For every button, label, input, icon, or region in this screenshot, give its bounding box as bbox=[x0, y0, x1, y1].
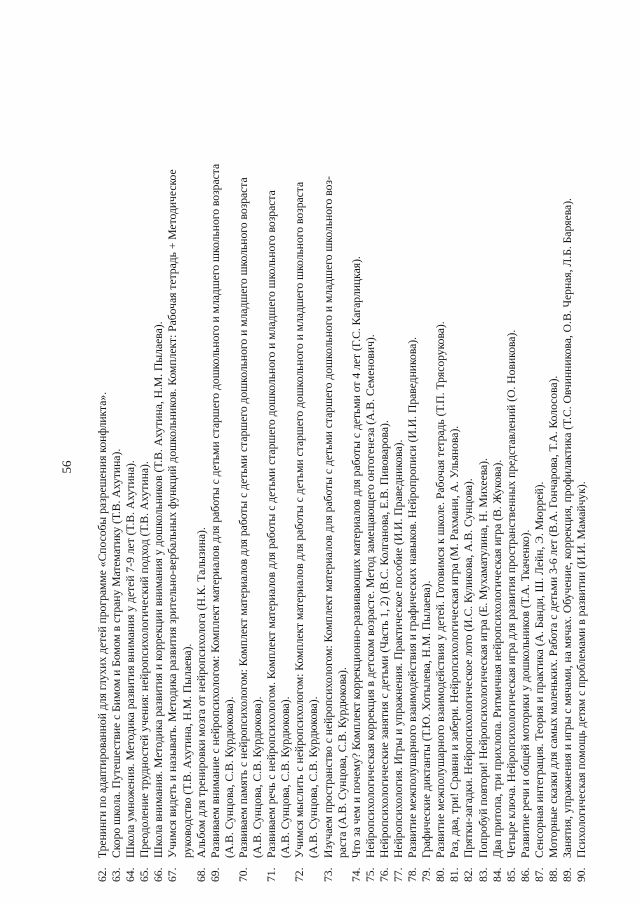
list-item-line: (А.В. Сунцова, С.В. Курдюкова). bbox=[222, 696, 236, 858]
list-item-text bbox=[392, 52, 406, 858]
list-item bbox=[561, 52, 575, 882]
list-item-line: Развитие речи и общей моторики у дошкольников (Т.А. Ткаченко). bbox=[518, 529, 532, 858]
list-item-text bbox=[406, 52, 420, 858]
list-item-number: 86. bbox=[518, 867, 532, 882]
list-item-text bbox=[448, 52, 462, 858]
list-item-line: Альбом для тренировки мозга от нейропсихолога (Н.К. Талызина). bbox=[194, 527, 208, 858]
list-item-number: 74. bbox=[349, 867, 363, 882]
list-item-line: раста (А.В. Сунцова, С.В. Курдюкова). bbox=[335, 667, 349, 858]
list-item bbox=[195, 52, 209, 882]
list-item bbox=[491, 52, 505, 882]
reference-list bbox=[96, 52, 589, 882]
list-item-number: 65. bbox=[138, 867, 152, 882]
list-item bbox=[575, 52, 589, 882]
list-item-number: 70. bbox=[236, 867, 250, 882]
list-item bbox=[364, 52, 378, 882]
list-item-line: Занятия, упражнения и игры с мячами, на мячах. Обучение, коррекция, профилактика (Т.С. Овчинникова, О.В. Черная, Л.Б. Баряева). bbox=[561, 198, 575, 858]
list-item-number: 89. bbox=[561, 867, 575, 882]
list-item bbox=[420, 52, 434, 882]
list-item-line: Нейропсихологическая коррекция в детском возрасте. Метод замещающего онтогенеза (А.В. Семенович). bbox=[363, 334, 377, 858]
list-item-number: 67. bbox=[166, 867, 180, 882]
list-item-text bbox=[477, 52, 491, 858]
list-item bbox=[533, 52, 547, 882]
list-item bbox=[124, 52, 138, 882]
list-item-number: 87. bbox=[532, 867, 546, 882]
list-item-text bbox=[420, 52, 434, 858]
list-item-line: Сенсорная интеграция. Теория и практика (А. Банди, Ш. Лейн, Э. Мюррей). bbox=[532, 481, 546, 858]
list-item-text bbox=[462, 52, 476, 858]
list-item-number: 77. bbox=[391, 867, 405, 882]
list-item-text bbox=[364, 52, 378, 858]
list-item-number: 66. bbox=[152, 867, 166, 882]
list-item-line: Тренинги по адаптированной для глухих детей программе «Способы разрешения конфликта». bbox=[96, 391, 109, 858]
list-item-text bbox=[491, 52, 505, 858]
list-item-line: Развитие межполушарного взаимодействия у детей. Готовимся к школе. Рабочая тетрадь (Т.П. Трясорукова). bbox=[434, 321, 448, 858]
list-item bbox=[166, 52, 194, 882]
list-item-line: Школа внимания. Методика развития и коррекции внимания у дошкольников (Т.В. Ахутина, Н.М. Пылаева). bbox=[152, 321, 166, 858]
list-item-text bbox=[293, 52, 321, 858]
list-item-line: Развитие межполушарного взаимодействия и графических навыков. Нейропрописи (И.И. Праведникова). bbox=[406, 336, 420, 858]
list-item bbox=[547, 52, 561, 882]
list-item bbox=[237, 52, 265, 882]
list-item bbox=[322, 52, 350, 882]
list-item-text bbox=[96, 52, 110, 858]
list-item-text bbox=[519, 52, 533, 858]
list-item-text bbox=[124, 52, 138, 858]
list-item-number: 69. bbox=[208, 867, 222, 882]
list-item-number: 83. bbox=[476, 867, 490, 882]
list-item-line: руководство (Т.В. Ахутина, Н.М. Пылаева). bbox=[180, 643, 194, 858]
list-item bbox=[477, 52, 491, 882]
list-item-number: 88. bbox=[547, 867, 560, 882]
list-item-line: Четыре ключа. Нейропсихологическая игра для развития пространственных представлений (О. Новикова). bbox=[504, 329, 518, 858]
list-item-line: Раз, два, три! Сравни и забери. Нейропсихологическая игра (М. Рахмани, А. Ульянова). bbox=[448, 425, 462, 858]
list-item-number: 64. bbox=[124, 867, 138, 882]
rotated-content bbox=[59, 52, 589, 882]
list-item bbox=[152, 52, 166, 882]
list-item-text bbox=[547, 52, 561, 858]
list-item-text bbox=[378, 52, 392, 858]
page-number: 56 bbox=[59, 460, 74, 474]
list-item-line: (А.В. Сунцова, С.В. Курдюкова). bbox=[307, 696, 321, 858]
list-item-text bbox=[434, 52, 448, 858]
list-item bbox=[378, 52, 392, 882]
list-item-line: Учимся мыслить с нейропсихологом: Комплект материалов для работы с детьми старшего дошкольного и младшего школьного возраста bbox=[293, 181, 307, 858]
list-item-number: 75. bbox=[363, 867, 377, 882]
list-item-number: 80. bbox=[434, 867, 448, 882]
list-item-line: Школа умножения. Методика развития внимания у детей 7-9 лет (Т.В. Ахутина). bbox=[124, 460, 138, 858]
list-item bbox=[209, 52, 237, 882]
list-item-text bbox=[350, 52, 364, 858]
list-item-line: Прятки-загадки. Нейропсихологическое лото (И.С. Куликова, А.В. Сунцова). bbox=[462, 478, 476, 858]
list-item-number: 90. bbox=[575, 867, 589, 882]
list-item-line: Учимся видеть и называть. Методика развития зрительно-вербальных функций дошкольников. Комплект: Рабочая тетрадь + Методическое bbox=[166, 169, 180, 858]
list-item-line: (А.В. Сунцова, С.В. Курдюкова). bbox=[279, 696, 293, 858]
list-item-number: 82. bbox=[462, 867, 476, 882]
list-item-number: 81. bbox=[448, 867, 462, 882]
list-item-line: Развиваем внимание с нейропсихологом: Комплект материалов для работы с детьми старшего дошкольного и младшего школьного возраста bbox=[208, 163, 222, 858]
list-item bbox=[350, 52, 364, 882]
list-item-number: 68. bbox=[194, 867, 208, 882]
list-item bbox=[434, 52, 448, 882]
list-item-line: Два притопа, три прихлопа. Ритмичная нейропсихологическая игра (В. Жукова). bbox=[490, 459, 504, 858]
list-item-line: Развиваем речь с нейропсихологом. Комплект материалов для работы с детьми старшего дошкольного и младшего школьного возраста bbox=[265, 190, 279, 858]
list-item bbox=[448, 52, 462, 882]
list-item-line: (А.В. Сунцова, С.В. Курдюкова). bbox=[251, 696, 265, 858]
list-item-text bbox=[265, 52, 293, 858]
list-item-number: 84. bbox=[490, 867, 504, 882]
list-item-number: 63. bbox=[110, 867, 124, 882]
list-item-line: Нейропсихология. Игры и упражнения. Практическое пособие (И.И. Праведникова). bbox=[391, 439, 405, 858]
list-item-number: 73. bbox=[321, 867, 335, 882]
list-item-text bbox=[533, 52, 547, 858]
list-item-text bbox=[575, 52, 589, 858]
list-item-number: 62. bbox=[96, 867, 109, 882]
list-item-text bbox=[166, 52, 194, 858]
list-item-number: 72. bbox=[293, 867, 307, 882]
list-item-line: Нейропсихологические занятия с детьми (Часть 1, 2) (В.С. Колганова, Е.В. Пивоварова). bbox=[377, 420, 391, 858]
list-item bbox=[406, 52, 420, 882]
list-item bbox=[110, 52, 124, 882]
list-item-number: 85. bbox=[504, 867, 518, 882]
list-item bbox=[96, 52, 110, 882]
list-item bbox=[392, 52, 406, 882]
list-item bbox=[519, 52, 533, 882]
list-item-text bbox=[322, 52, 350, 858]
list-item-text bbox=[195, 52, 209, 858]
list-item-text bbox=[110, 52, 124, 858]
list-item-line: Изучаем пространство с нейропсихологом: Комплект материалов для работы с детьми старшего дошкольного и младшего школьного воз- bbox=[321, 176, 335, 858]
list-item bbox=[265, 52, 293, 882]
list-item-line: Развиваем память с нейропсихологом: Комплект материалов для работы с детьми старшего дошкольного и младшего школьного возраста bbox=[236, 177, 250, 858]
list-item-text bbox=[561, 52, 575, 858]
list-item-line: Попробуй повтори! Нейропсихологическая игра (Е. Мухаматулина, Н. Михеева). bbox=[476, 458, 490, 858]
list-item bbox=[293, 52, 321, 882]
list-item-text bbox=[152, 52, 166, 858]
list-item-number: 76. bbox=[377, 867, 391, 882]
list-item-line: Моторные сказки для самых маленьких. Работа с детьми 3-6 лет (В.А. Гончарова, Т.А. Колосова). bbox=[547, 375, 560, 858]
list-item-line: Психологическая помощь детям с проблемами в развитии (И.И. Мамайчук). bbox=[575, 481, 589, 858]
list-item-line: Преодоление трудностей учения: нейропсихологический подход (Т.В. Ахутина). bbox=[138, 461, 152, 858]
list-item-text bbox=[138, 52, 152, 858]
list-item-number: 71. bbox=[265, 867, 279, 882]
list-item-text bbox=[237, 52, 265, 858]
list-item-text bbox=[505, 52, 519, 858]
list-item-line: Графические диктанты (Т.Ю. Хотылева, Н.М. Пылаева). bbox=[420, 580, 434, 858]
list-item bbox=[462, 52, 476, 882]
list-item-line: Что за чем и почему? Комплект коррекционно-развивающих материалов для работы с детьми от 4 лет (Г.С. Кагарлицкая). bbox=[349, 256, 363, 858]
list-item bbox=[138, 52, 152, 882]
list-item bbox=[505, 52, 519, 882]
list-item-number: 78. bbox=[406, 867, 420, 882]
list-item-number: 79. bbox=[420, 867, 434, 882]
list-item-line: Скоро школа. Путешествие с Бимом и Бомом в страну Математику (Т.В. Ахутина). bbox=[110, 448, 124, 858]
list-item-text bbox=[209, 52, 237, 858]
